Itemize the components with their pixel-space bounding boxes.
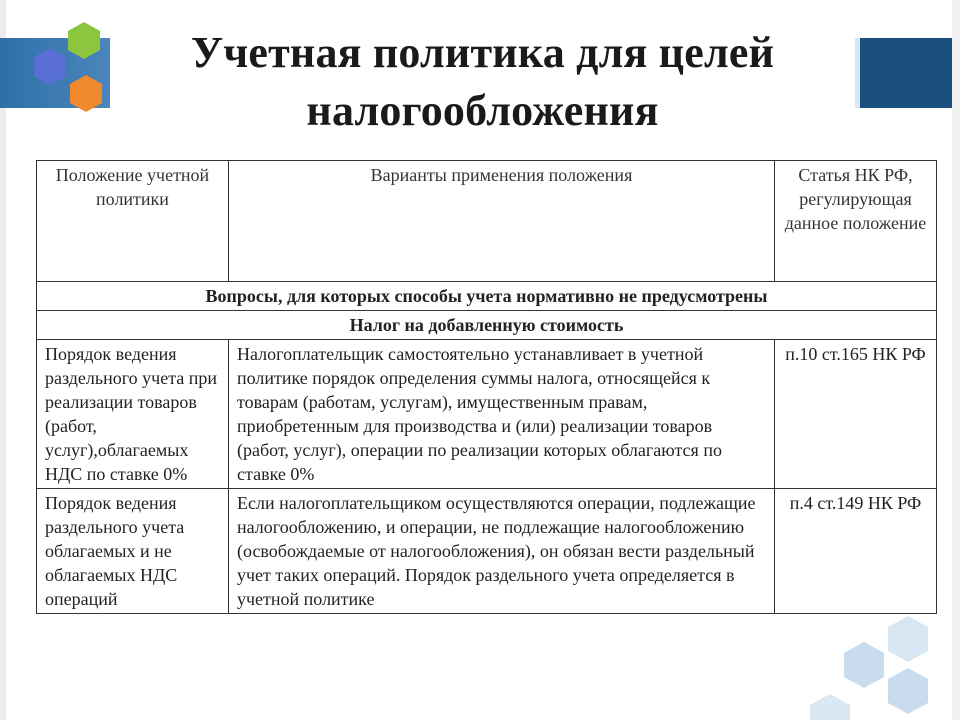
hexagon-decor-4 (810, 694, 850, 720)
hexagon-decor-2 (844, 642, 884, 688)
section-title: Вопросы, для которых способы учета нормативно не предусмотрены (37, 282, 937, 311)
table-row (37, 340, 937, 489)
header-cell-variants: Варианты применения положения (229, 161, 775, 282)
cell-variants: Если налогоплательщиком осуществляются операции, подлежащие налогообложению, и операции, не подлежащие налогообложению (освобождаемые от налогообложения), он обязан вести раздельный учет таких операций. Порядок раздельного учета определяется в учетной политике (229, 489, 775, 614)
header-cell-article: Статья НК РФ, регулирующая данное положение (775, 161, 937, 282)
hexagon-decor-3 (888, 668, 928, 714)
table-row (37, 489, 937, 614)
table-header-row (37, 161, 937, 282)
hexagon-blue-icon (34, 48, 66, 85)
section-row (37, 282, 937, 311)
title-line-1: Учетная политика для целей (190, 28, 775, 77)
cell-article: п.4 ст.149 НК РФ (775, 489, 937, 614)
cell-position: Порядок ведения раздельного учета облагаемых и не облагаемых НДС операций (37, 489, 229, 614)
hexagon-logo (14, 20, 114, 120)
accounting-policy-table (36, 160, 937, 614)
hexagon-green-icon (68, 22, 100, 59)
slide-title (110, 24, 855, 140)
cell-position: Порядок ведения раздельного учета при реализации товаров (работ, услуг),облагаемых НДС по ставке 0% (37, 340, 229, 489)
header-cell-position: Положение учетной политики (37, 161, 229, 282)
title-line-2: налогообложения (306, 86, 659, 135)
cell-article: п.10 ст.165 НК РФ (775, 340, 937, 489)
subsection-title: Налог на добавленную стоимость (37, 311, 937, 340)
hexagon-decor-bottom-right (800, 612, 952, 720)
hexagon-orange-icon (70, 75, 102, 112)
subsection-row (37, 311, 937, 340)
header-band-dark-block (860, 38, 952, 108)
cell-variants: Налогоплательщик самостоятельно устанавливает в учетной политике порядок определения суммы налога, относящейся к товарам (работам, услугам), имущественным правам, приобретенным для производства и (или) реализации товаров (работ, услуг), операции по реализации которых облагаются по ставке 0% (229, 340, 775, 489)
hexagon-decor-1 (888, 616, 928, 662)
slide-left-edge (0, 0, 6, 720)
slide-right-edge (952, 0, 960, 720)
